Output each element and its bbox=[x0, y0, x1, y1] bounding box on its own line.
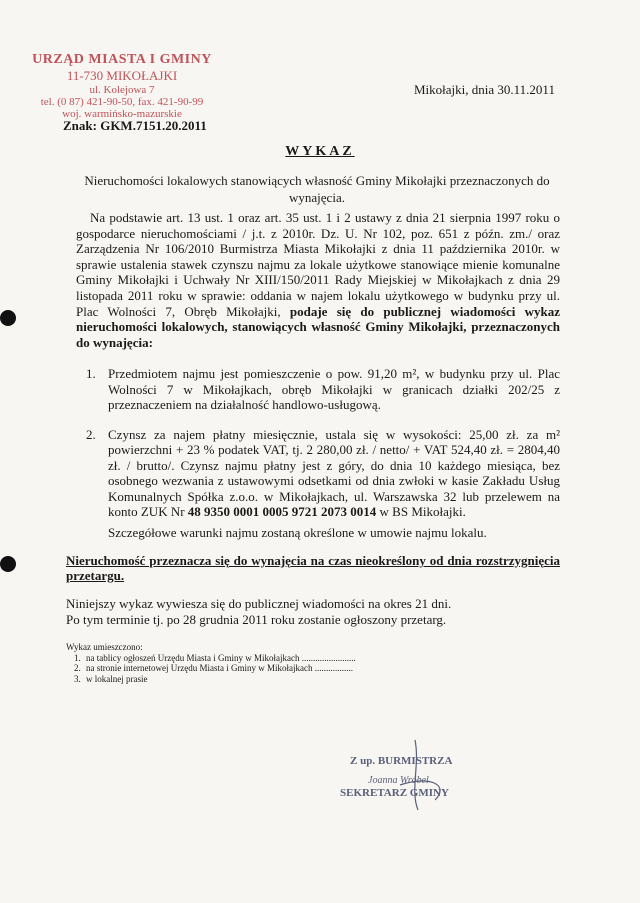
posting-locations bbox=[66, 642, 356, 684]
stamp-line-phone: tel. (0 87) 421-90-50, fax. 421-90-99 bbox=[40, 96, 204, 108]
punch-hole bbox=[0, 556, 16, 572]
contract-terms-note: Szczegółowe warunki najmu zostaną określone w umowie najmu lokalu. bbox=[108, 525, 487, 540]
list-item: 3. w lokalnej prasie bbox=[74, 673, 148, 684]
legal-basis-text: Na podstawie art. 13 ust. 1 oraz art. 35 ust. 1 i 2 ustawy z dnia 21 sierpnia 1997 roku o gospodarce nieruchomościami / j.t. z 2010r. Dz. U. Nr 102, poz. 651 z późn. zm./ oraz Zarządzenia Nr 106/2010 Burmistrza Miasta Mikołajki z dnia 11 października 2010r. w sprawie ustalenia stawek czynszu najmu za lokale użytkowe stanowiące mienie komunalne Gminy Mikołajki i Uchwały Nr XIII/150/2011 Rady Miejskiej w Mikołajkach z dnia 29 listopada 2011 roku w sprawie: oddania w najem lokalu użytkowego w budynku przy ul. Plac Wolności 7, Obręb Mikołajki, bbox=[76, 210, 560, 319]
document-subtitle: Nieruchomości lokalowych stanowiących własność Gminy Mikołajki przeznaczonych do wynajęcia. bbox=[84, 173, 550, 205]
office-stamp bbox=[22, 52, 222, 120]
list-item-number: 2. bbox=[86, 426, 96, 442]
publication-info bbox=[66, 596, 560, 627]
list-item: 1. na tablicy ogłoszeń Urzędu Miasta i Gminy w Mikołajkach ........................ bbox=[74, 652, 356, 663]
stamp-line-office: URZĄD MIASTA I GMINY bbox=[32, 52, 212, 67]
posting-heading: Wykaz umieszczono: bbox=[66, 642, 143, 652]
list-item bbox=[80, 366, 560, 413]
reference-number: Znak: GKM.7151.20.2011 bbox=[63, 118, 207, 133]
list-item-text: Przedmiotem najmu jest pomieszczenie o pow. 91,20 m², w budynku przy ul. Plac Wolności 7 w Mikołajkach, obręb Mikołajki w granicach działki 202/25 z przeznaczeniem na działalność handlowo-usługową. bbox=[108, 366, 560, 412]
list-item: 2. na stronie internetowej Urzędu Miasta i Gminy w Mikołajkach ................. bbox=[74, 663, 353, 673]
signature-stamp bbox=[340, 735, 520, 815]
signature-line-1: Z up. BURMISTRZA bbox=[350, 755, 453, 767]
list-item bbox=[80, 427, 560, 520]
stamp-line-postcode: 11-730 MIKOŁAJKI bbox=[66, 68, 178, 83]
lease-period-notice: Nieruchomość przeznacza się do wynajęcia na czas nieokreślony od dnia rozstrzygnięcia przetargu. bbox=[66, 553, 560, 583]
stamp-line-street: ul. Kolejowa 7 bbox=[89, 84, 155, 96]
punch-hole bbox=[0, 310, 16, 326]
signature-line-3: SEKRETARZ GMINY bbox=[340, 787, 449, 799]
signature-line-2: Joanna Wróbel bbox=[368, 775, 429, 786]
document-title: WYKAZ bbox=[285, 144, 355, 159]
document-date: Mikołajki, dnia 30.11.2011 bbox=[414, 82, 555, 97]
legal-basis-paragraph bbox=[76, 210, 560, 350]
list-item-text: Czynsz za najem płatny miesięcznie, ustala się w wysokości: 25,00 zł. za m² powierzchni + 23 % podatek VAT, tj. 2 280,00 zł. / netto/ + VAT 524,40 zł. = 2804,40 zł. / brutto/. Czynsz najmu płatny jest z góry, do dnia 10 każdego miesiąca, bez osobnego wezwania z ustawowymi odsetkami od dnia zwłoki w kasie Zakładu Usług Komunalnych Spółka z.o.o. w Mikołajkach, ul. Warszawska 32 lub przelewem na konto ZUK Nr bbox=[108, 426, 560, 519]
list-item-text-end: w BS Mikołajki. bbox=[376, 504, 466, 519]
list-item-number: 1. bbox=[86, 366, 96, 381]
publication-line-2: Po tym terminie tj. po 28 grudnia 2011 roku zostanie ogłoszony przetarg. bbox=[66, 611, 447, 627]
announcement-bold-text: podaje się do publicznej wiadomości wykaz nieruchomości lokalowych, stanowiących własność Gminy Mikołajki, przeznaczonych do wynajęcia: bbox=[76, 303, 560, 350]
signature-scribble bbox=[340, 735, 520, 815]
conditions-list bbox=[80, 366, 560, 520]
bank-account-number: 48 9350 0001 0005 9721 2073 0014 bbox=[187, 504, 377, 519]
stamp-line-region: woj. warmińsko-mazurskie bbox=[62, 108, 182, 120]
publication-line-1: Niniejszy wykaz wywiesza się do publicznej wiadomości na okres 21 dni. bbox=[66, 596, 452, 611]
